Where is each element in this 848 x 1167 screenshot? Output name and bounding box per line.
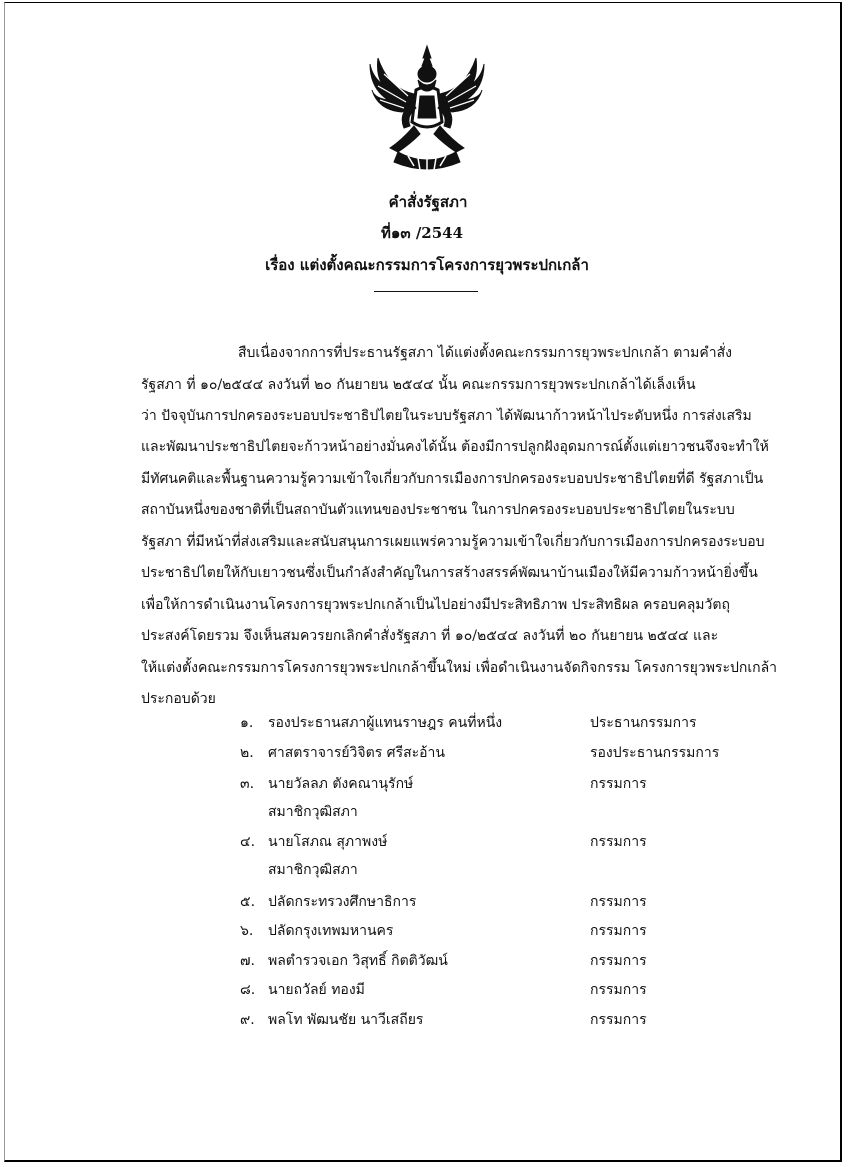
member-number: ๕. [240,894,256,910]
member-name: พลตำรวจเอก วิสุทธิ์ กิตติวัฒน์ [268,953,448,969]
body-line: รัฐสภา ที่ ๑๐/๒๕๔๔ ลงวันที่ ๒๐ กันยายน ๒๕๔๔ นั้น คณะกรรมการยุวพระปกเกล้าได้เล็งเห็น [141,377,696,393]
member-name: ศาสตราจารย์วิจิตร ศรีสะอ้าน [268,745,445,761]
member-number: ๖. [240,923,254,939]
member-role: กรรมการ [590,982,647,998]
member-affiliation: สมาชิกวุฒิสภา [268,862,358,878]
body-line: ประกอบด้วย [141,691,216,707]
member-name: นายโสภณ สุภาพงษ์ [268,834,388,850]
header-divider [374,291,478,292]
garuda-emblem-icon [368,44,486,174]
member-name: พลโท พัฒนชัย นาวีเสถียร [268,1012,424,1028]
body-line: สถาบันหนึ่งของชาติที่เป็นสถาบันตัวแทนของประชาชน ในการปกครองระบอบประชาธิปไตยในระบบ [141,502,735,518]
member-number: ๒. [240,745,254,761]
member-name: ปลัดกรุงเทพมหานคร [268,923,394,939]
member-role: กรรมการ [590,834,647,850]
body-line: เพื่อให้การดำเนินงานโครงการยุวพระปกเกล้าเป็นไปอย่างมีประสิทธิภาพ ประสิทธิผล ครอบคลุมวัตถุ [141,597,730,613]
member-role: ประธานกรรมการ [590,715,697,731]
member-affiliation: สมาชิกวุฒิสภา [268,804,358,820]
body-line: และพัฒนาประชาธิปไตยจะก้าวหน้าอย่างมั่นคงได้นั้น ต้องมีการปลูกฝังอุดมการณ์ตั้งแต่เยาวชนจึงจะทำให้ [141,439,769,455]
member-role: กรรมการ [590,894,647,910]
body-line: ประสงค์โดยรวม จึงเห็นสมควรยกเลิกคำสั่งรัฐสภา ที่ ๑๐/๒๕๔๔ ลงวันที่ ๒๐ กันยายน ๒๕๔๔ และ [141,628,719,644]
body-line: ว่า ปัจจุบันการปกครองระบอบประชาธิปไตยในระบบรัฐสภา ได้พัฒนาก้าวหน้าไประดับหนึ่ง การส่งเสริม [141,408,752,424]
member-role: กรรมการ [590,1012,647,1028]
member-role: กรรมการ [590,953,647,969]
member-name: ปลัดกระทรวงศึกษาธิการ [268,894,417,910]
body-line: สืบเนื่องจากการที่ประธานรัฐสภา ได้แต่งตั้งคณะกรรมการยุวพระปกเกล้า ตามคำสั่ง [238,345,733,361]
member-role: กรรมการ [590,776,647,792]
member-name: นายวัลลภ ตังคณานุรักษ์ [268,776,414,792]
member-number: ๔. [240,834,256,850]
member-name: รองประธานสภาผู้แทนราษฎร คนที่หนึ่ง [268,715,503,731]
document-subject: เรื่อง แต่งตั้งคณะกรรมการโครงการยุวพระปกเกล้า [265,256,589,274]
member-number: ๑. [240,715,254,731]
member-number: ๓. [240,776,255,792]
document-title: คำสั่งรัฐสภา [388,193,468,211]
member-number: ๗. [240,953,255,969]
member-role: รองประธานกรรมการ [590,745,720,761]
member-role: กรรมการ [590,923,647,939]
body-line: มีทัศนคติและพื้นฐานความรู้ความเข้าใจเกี่ยวกับการเมืองการปกครองระบอบประชาธิปไตยที่ดี รัฐสภาเป็น [141,471,764,487]
member-name: นายถวัลย์ ทองมี [268,982,365,998]
member-number: ๙. [240,1012,255,1028]
member-number: ๘. [240,982,256,998]
document-number: ที่๑๓ /2544 [380,224,464,242]
body-line: ประชาธิปไตยให้กับเยาวชนซึ่งเป็นกำลังสำคัญในการสร้างสรรค์พัฒนาบ้านเมืองให้มีความก้าวหน้ายิ่งขึ้น [141,565,758,581]
body-line: ให้แต่งตั้งคณะกรรมการโครงการยุวพระปกเกล้าขึ้นใหม่ เพื่อดำเนินงานจัดกิจกรรม โครงการยุวพระปกเกล้า [141,660,778,676]
body-line: รัฐสภา ที่มีหน้าที่ส่งเสริมและสนับสนุนการเผยแพร่ความรู้ความเข้าใจเกี่ยวกับการเมืองการปกครองระบอบ [141,534,765,550]
